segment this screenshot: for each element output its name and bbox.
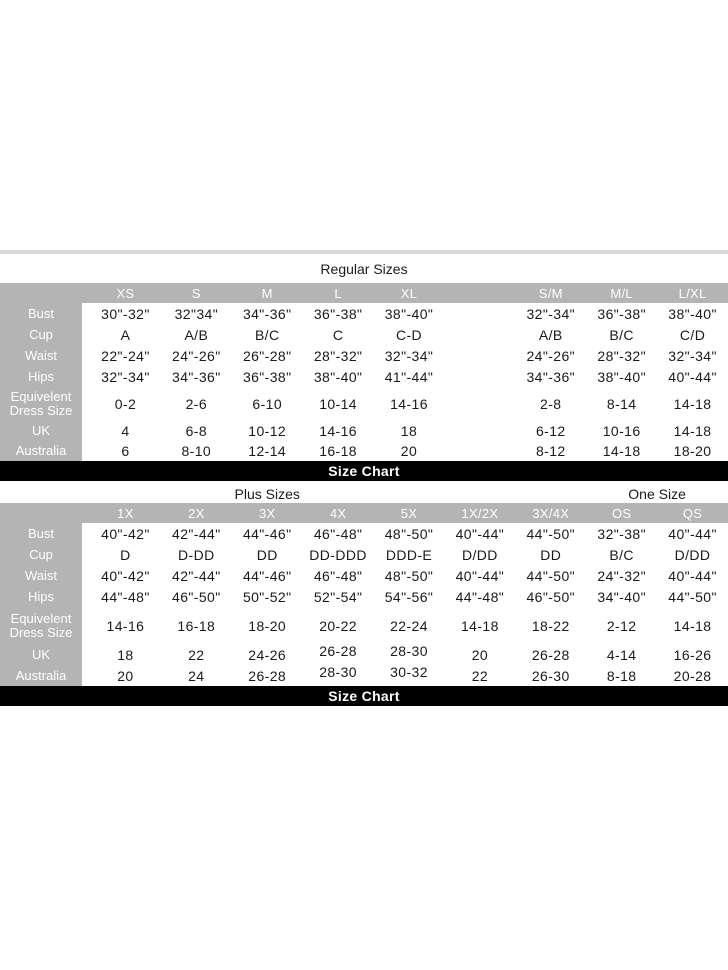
size-value: 16-18 xyxy=(177,617,216,634)
size-chart-bar xyxy=(0,461,728,481)
size-value: 6 xyxy=(121,443,130,459)
size-value: 28-30 xyxy=(390,642,428,659)
size-value: 41"-44" xyxy=(384,368,434,385)
size-value: DD-DDD xyxy=(309,546,367,563)
table-row xyxy=(0,644,728,665)
size-value: 44"-50" xyxy=(526,567,576,584)
column-header-5x: 5X xyxy=(400,505,418,521)
size-value: 20 xyxy=(471,646,489,663)
row-label: Hips xyxy=(0,366,82,387)
size-value: 8-10 xyxy=(181,443,212,459)
one-size-title: One Size xyxy=(628,485,686,502)
size-value: 2-6 xyxy=(185,395,208,412)
size-value: 14-16 xyxy=(319,422,357,439)
size-value: 26-30 xyxy=(531,667,570,684)
size-value: 40"-42" xyxy=(101,525,150,542)
size-value: 18-20 xyxy=(673,443,712,459)
size-value: 0-2 xyxy=(114,395,137,412)
size-value: 10-14 xyxy=(319,395,357,412)
size-value: 14-18 xyxy=(673,395,712,412)
table-row xyxy=(0,366,728,387)
row-label: UK xyxy=(0,644,82,665)
column-header-3x: 3X xyxy=(258,505,276,521)
size-value: 28"-32" xyxy=(313,347,363,364)
size-value: 40"-44" xyxy=(455,525,505,542)
size-value: 12-14 xyxy=(248,443,287,459)
table-row xyxy=(0,324,728,345)
column-header-m: M xyxy=(261,285,273,301)
column-header-1x: 1X xyxy=(117,505,134,521)
size-value: 24"-26" xyxy=(172,347,221,364)
column-header-os: OS xyxy=(611,505,632,521)
size-value: D-DD xyxy=(178,546,215,563)
size-value: 20 xyxy=(400,443,418,459)
plus-header-row xyxy=(0,503,728,523)
size-value: 40"-44" xyxy=(455,567,505,584)
table-row xyxy=(0,544,728,565)
size-value: 36"-38" xyxy=(313,305,363,322)
size-value: 32"-34" xyxy=(384,347,434,364)
size-value: 18-22 xyxy=(531,617,570,634)
size-value: 36"-38" xyxy=(242,368,292,385)
column-header-qs: QS xyxy=(682,505,703,521)
size-value: 44"-50" xyxy=(668,588,717,605)
size-value: 18-20 xyxy=(248,617,287,634)
size-value: 42"-44" xyxy=(172,567,221,584)
size-value: 28"-32" xyxy=(597,347,646,364)
size-value: 22-24 xyxy=(390,617,428,634)
row-label: Australia xyxy=(0,441,82,461)
size-value: 38"-40" xyxy=(597,368,646,385)
size-value: 4-14 xyxy=(606,646,637,663)
table-row xyxy=(0,607,728,644)
table-row xyxy=(0,523,728,544)
plus-table-titles-row xyxy=(0,484,728,503)
row-label: UK xyxy=(0,420,82,441)
table-row xyxy=(0,665,728,686)
size-value: 36"-38" xyxy=(597,305,646,322)
size-value: 38"-40" xyxy=(313,368,363,385)
size-value: 32"-38" xyxy=(597,525,646,542)
row-label: Equivelent Dress Size xyxy=(0,607,82,644)
column-header-l-xl: L/XL xyxy=(678,285,707,301)
size-value: 30"-32" xyxy=(101,305,150,322)
column-header-l: L xyxy=(334,285,342,301)
size-value: 8-18 xyxy=(606,667,637,684)
column-header-s: S xyxy=(191,285,201,301)
table-row xyxy=(0,345,728,366)
size-value: 54"-56" xyxy=(384,588,434,605)
regular-sizes-table xyxy=(0,283,728,461)
size-value: 40"-44" xyxy=(668,525,717,542)
size-value: 22 xyxy=(471,667,489,684)
size-value: 20-22 xyxy=(319,617,357,634)
size-value: 14-18 xyxy=(673,422,712,439)
size-chart-bar-label: Size Chart xyxy=(328,688,400,704)
size-value: 20 xyxy=(117,667,134,684)
size-value: 6-10 xyxy=(252,395,283,412)
size-value: 22 xyxy=(188,646,205,663)
size-value: 26-28 xyxy=(319,642,357,659)
size-value: 32"-34" xyxy=(668,347,717,364)
size-value: 44"-46" xyxy=(242,567,292,584)
size-value: 22"-24" xyxy=(101,347,150,364)
plus-sizes-table xyxy=(0,503,728,686)
size-value: 44"-46" xyxy=(242,525,292,542)
size-value: 14-18 xyxy=(673,617,712,634)
size-value: 2-8 xyxy=(540,395,562,412)
size-value: 24-26 xyxy=(248,646,287,663)
size-value: 30-32 xyxy=(390,663,428,680)
table-row xyxy=(0,586,728,607)
size-value: 2-12 xyxy=(606,617,637,634)
size-value: A xyxy=(120,326,131,343)
column-header-1x-2x: 1X/2X xyxy=(461,505,499,521)
regular-header-row xyxy=(0,283,728,303)
size-chart-document xyxy=(0,250,728,706)
size-value: 6-12 xyxy=(535,422,566,439)
size-value: C-D xyxy=(395,326,423,343)
size-value: 40"-44" xyxy=(668,368,717,385)
size-value: 10-16 xyxy=(602,422,641,439)
row-label: Bust xyxy=(0,303,82,324)
size-value: 46"-50" xyxy=(526,588,576,605)
size-value: 18 xyxy=(117,646,134,663)
size-value: 32"-34" xyxy=(526,305,576,322)
size-value: 44"-48" xyxy=(455,588,505,605)
size-value: DD xyxy=(540,546,562,563)
size-value: 18 xyxy=(400,422,418,439)
size-value: B/C xyxy=(609,546,634,563)
size-chart-bar-label: Size Chart xyxy=(328,463,400,479)
size-value: 28-30 xyxy=(319,663,357,680)
row-label: Bust xyxy=(0,523,82,544)
size-value: A/B xyxy=(184,326,209,343)
size-value: 20-28 xyxy=(673,667,712,684)
size-value: DD xyxy=(256,546,278,563)
size-value: 34"-40" xyxy=(597,588,646,605)
column-header-xl: XL xyxy=(400,285,418,301)
size-value: 38"-40" xyxy=(668,305,717,322)
row-label: Australia xyxy=(0,665,82,686)
size-value: B/C xyxy=(609,326,634,343)
size-value: 40"-42" xyxy=(101,567,150,584)
size-value: 48"-50" xyxy=(384,567,434,584)
row-label: Equivelent Dress Size xyxy=(0,387,82,420)
column-header-3x-4x: 3X/4X xyxy=(532,505,570,521)
size-value: 52"-54" xyxy=(313,588,363,605)
table-row xyxy=(0,303,728,324)
row-label: Cup xyxy=(0,544,82,565)
plus-sizes-title: Plus Sizes xyxy=(234,485,300,502)
regular-sizes-title: Regular Sizes xyxy=(320,260,408,277)
size-value: 14-16 xyxy=(106,617,145,634)
size-value: 26"-28" xyxy=(242,347,292,364)
size-value: 24"-26" xyxy=(526,347,576,364)
size-value: 46"-48" xyxy=(313,525,363,542)
column-header-2x: 2X xyxy=(188,505,205,521)
size-value: 16-26 xyxy=(673,646,712,663)
size-value: 46"-48" xyxy=(313,567,363,584)
size-value: DDD-E xyxy=(385,546,433,563)
size-value: 26-28 xyxy=(531,646,570,663)
row-label: Hips xyxy=(0,586,82,607)
size-value: 46"-50" xyxy=(172,588,221,605)
size-value: 14-18 xyxy=(460,617,499,634)
size-value: 34"-36" xyxy=(526,368,576,385)
table-row xyxy=(0,387,728,420)
size-value: 4 xyxy=(121,422,130,439)
size-value: 50"-52" xyxy=(242,588,292,605)
size-value: 16-18 xyxy=(319,443,357,459)
size-value: 10-12 xyxy=(248,422,287,439)
row-label: Waist xyxy=(0,345,82,366)
size-value: D xyxy=(120,546,131,563)
size-value: 42"-44" xyxy=(172,525,221,542)
row-label: Cup xyxy=(0,324,82,345)
column-header-s-m: S/M xyxy=(538,285,563,301)
size-value: 24"-32" xyxy=(597,567,646,584)
size-value: C/D xyxy=(679,326,706,343)
size-value: 44"-48" xyxy=(101,588,150,605)
size-value: A/B xyxy=(538,326,563,343)
size-value: 32"-34" xyxy=(101,368,150,385)
column-header-xs: XS xyxy=(116,285,135,301)
size-value: D/DD xyxy=(461,546,498,563)
table-row xyxy=(0,420,728,441)
table-row xyxy=(0,565,728,586)
size-value: C xyxy=(332,326,344,343)
size-value: 26-28 xyxy=(248,667,287,684)
size-value: 44"-50" xyxy=(526,525,576,542)
size-value: 6-8 xyxy=(185,422,208,439)
size-value: B/C xyxy=(254,326,280,343)
size-value: 8-12 xyxy=(535,443,566,459)
size-value: 32"34" xyxy=(174,305,219,322)
size-chart-bar xyxy=(0,686,728,706)
size-value: D/DD xyxy=(674,546,711,563)
column-header-m-l: M/L xyxy=(610,285,633,301)
size-value: 40"-44" xyxy=(668,567,717,584)
size-value: 38"-40" xyxy=(384,305,434,322)
column-header-4x: 4X xyxy=(329,505,347,521)
size-value: 48"-50" xyxy=(384,525,434,542)
size-value: 14-16 xyxy=(390,395,428,412)
size-value: 24 xyxy=(188,667,205,684)
row-label: Waist xyxy=(0,565,82,586)
size-value: 14-18 xyxy=(602,443,641,459)
table-row xyxy=(0,441,728,461)
size-value: 8-14 xyxy=(606,395,637,412)
size-value: 34"-36" xyxy=(172,368,221,385)
size-value: 34"-36" xyxy=(242,305,292,322)
